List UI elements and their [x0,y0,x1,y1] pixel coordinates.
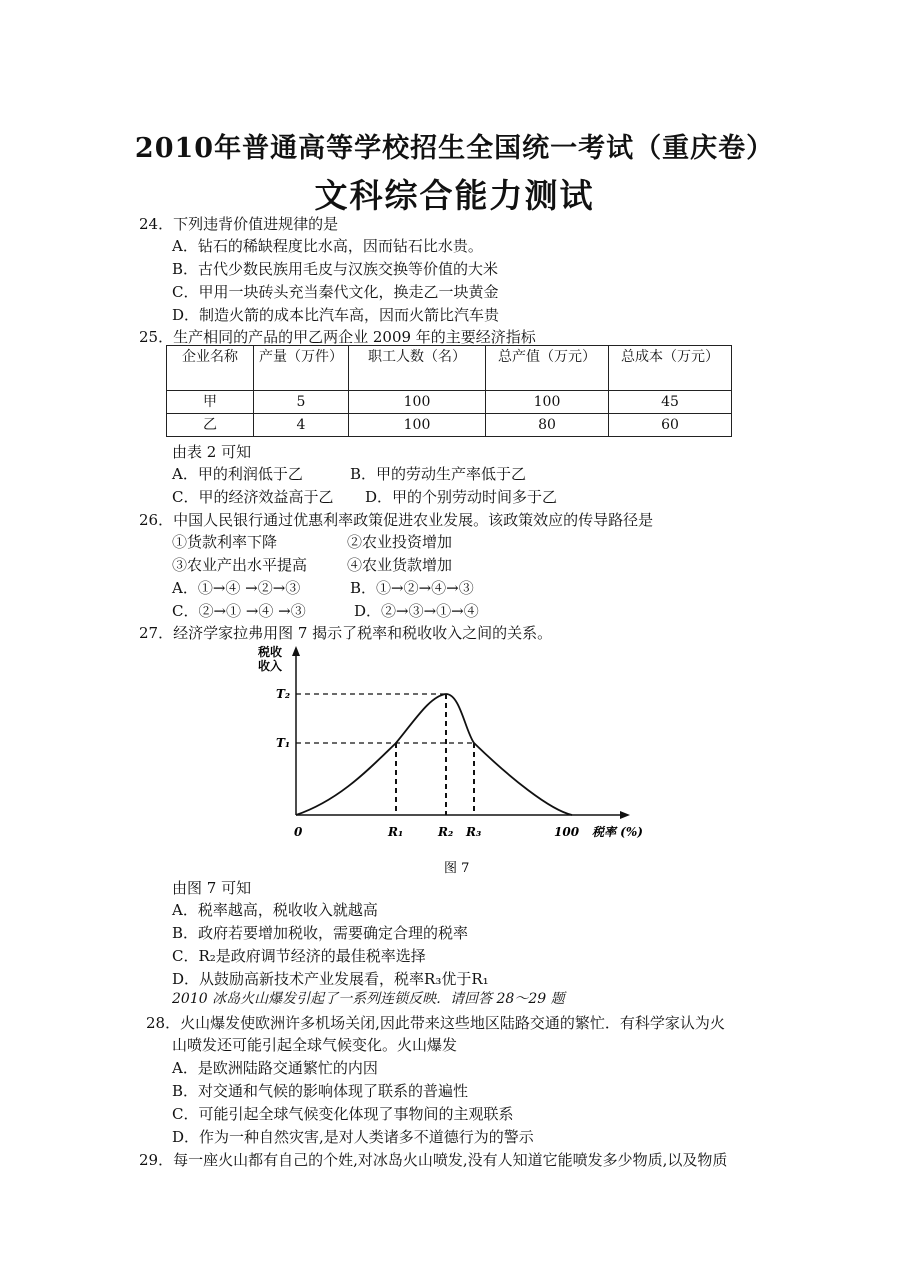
q28-option-d: D．作为一种自然灾害,是对人类诸多不道德行为的警示 [172,1128,534,1146]
x-axis-label: 税率 (%) [592,825,643,839]
q26-stem: 26．中国人民银行通过优惠利率政策促进农业发展。该政策效应的传导路径是 [139,511,654,529]
y-tick-t2: T₂ [276,687,291,701]
table-row [167,391,732,414]
q28-option-a: A．是欧洲陆路交通繁忙的内因 [172,1059,378,1077]
q25-table [166,345,732,437]
exam-title: 2010年普通高等学校招生全国统一考试（重庆卷） [134,133,775,164]
q24-option-b: B．古代少数民族用毛皮与汉族交换等价值的大米 [172,260,499,278]
table-cell: 100 [349,391,486,414]
q24-option-a: A．钻石的稀缺程度比水高，因而钻石比水贵。 [172,237,483,255]
q24-option-c: C．甲用一块砖头充当秦代文化，换走乙一块黄金 [172,283,499,301]
section-note: 2010 冰岛火山爆发引起了一系列连锁反映．请回答 28～29 题 [172,991,565,1007]
q24-stem: 24．下列违背价值进规律的是 [139,215,339,233]
table-cell: 甲 [167,391,254,414]
q25-option-c: C．甲的经济效益高于乙 [172,488,334,506]
q28-option-b: B．对交通和气候的影响体现了联系的普遍性 [172,1082,469,1100]
laffer-curve-line [296,694,572,815]
table-cell: 60 [609,414,732,437]
table-header-cell: 总产值（万元） [486,346,609,391]
q25-option-d: D．甲的个别劳动时间多于乙 [365,488,558,506]
q29-stem: 29．每一座火山都有自己的个姓,对冰岛火山喷发,没有人知道它能喷发多少物质,以及物质 [139,1151,728,1169]
q26-option-b: B．①→②→④→③ [350,579,474,597]
table-header-cell: 企业名称 [167,346,254,391]
figure-caption: 图 7 [444,861,470,876]
table-cell: 80 [486,414,609,437]
table-header-cell: 产量（万件） [254,346,349,391]
q25-option-a: A．甲的利润低于乙 [172,465,303,483]
q27-option-b: B．政府若要增加税收，需要确定合理的税率 [172,924,469,942]
q26-item-2: ②农业投资增加 [347,533,453,551]
q26-option-c: C．②→① →④ →③ [172,602,306,620]
exam-subtitle: 文科综合能力测试 [314,176,595,215]
q27-lead: 由图 7 可知 [172,879,252,897]
table-row [167,414,732,437]
table-cell: 5 [254,391,349,414]
table-cell: 乙 [167,414,254,437]
q27-option-c: C．R₂是政府调节经济的最佳税率选择 [172,947,426,965]
table-cell: 4 [254,414,349,437]
q28-stem-line2: 山喷发还可能引起全球气候变化。火山爆发 [172,1036,458,1054]
q27-option-a: A．税率越高，税收收入就越高 [172,901,378,919]
q25-stem: 25．生产相同的产品的甲乙两企业 2009 年的主要经济指标 [139,328,536,346]
q26-item-1: ①货款利率下降 [172,533,278,551]
origin-label: 0 [294,825,303,839]
x-tick-r1: R₁ [388,825,404,839]
q26-option-d: D．②→③→①→④ [354,602,479,620]
q26-option-a: A．①→④ →②→③ [172,579,301,597]
y-axis-label-line2: 收入 [258,659,283,673]
table-header-cell: 职工人数（名） [349,346,486,391]
q25-lead: 由表 2 可知 [172,443,252,461]
q26-item-4: ④农业货款增加 [347,556,453,574]
y-axis-arrow [292,646,300,656]
q27-stem: 27．经济学家拉弗用图 7 揭示了税率和税收收入之间的关系。 [139,624,553,642]
q28-stem-line1: 28．火山爆发使欧洲许多机场关闭,因此带来这些地区陆路交通的繁忙．有科学家认为火 [146,1014,725,1032]
table-header-row [167,346,732,391]
y-tick-t1: T₁ [276,736,291,750]
q26-item-3: ③农业产出水平提高 [172,556,308,574]
y-axis-label-line1: 税收 [258,645,283,659]
q28-option-c: C．可能引起全球气候变化体现了事物间的主观联系 [172,1105,514,1123]
table-cell: 45 [609,391,732,414]
x-axis-arrow [620,811,630,819]
table-cell: 100 [349,414,486,437]
table-cell: 100 [486,391,609,414]
x-tick-100: 100 [554,825,580,839]
q27-option-d: D．从鼓励高新技术产业发展看，税率R₃优于R₁ [172,970,489,988]
q24-option-d: D．制造火箭的成本比汽车高，因而火箭比汽车贵 [172,306,500,324]
figure-7-laffer-curve [250,640,670,880]
x-tick-r2: R₂ [438,825,454,839]
table-header-cell: 总成本（万元） [609,346,732,391]
x-tick-r3: R₃ [466,825,482,839]
q25-option-b: B．甲的劳动生产率低于乙 [350,465,527,483]
